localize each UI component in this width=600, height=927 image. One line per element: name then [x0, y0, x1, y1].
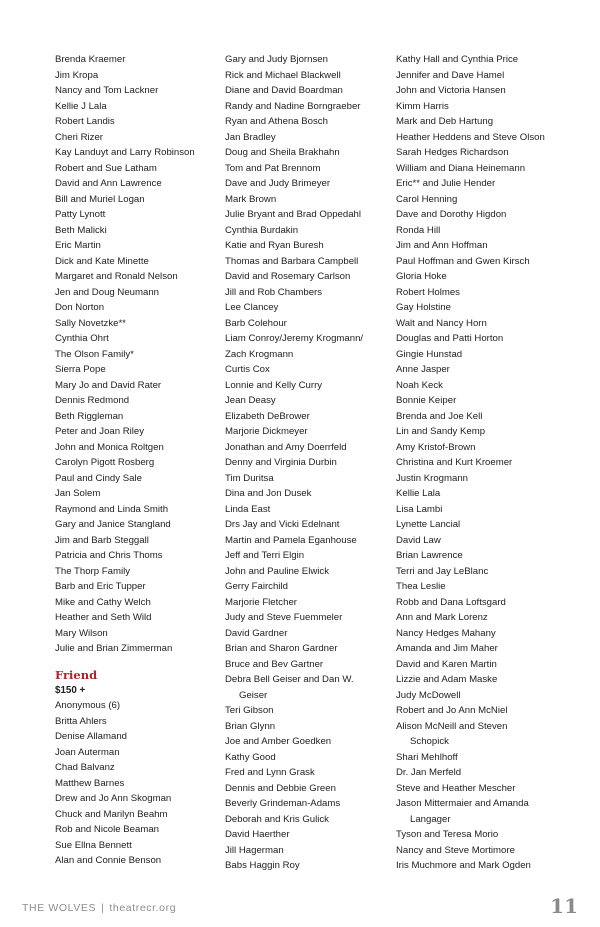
- donor-name: Paul Hoffman and Gwen Kirsch: [396, 255, 530, 267]
- donor-name: David and Karen Martin: [396, 658, 497, 670]
- donor-name: Joan Auterman: [55, 746, 120, 758]
- donor-name: Dina and Jon Dusek: [225, 488, 312, 499]
- donor-name: Britta Ahlers: [55, 715, 107, 727]
- donor-name: David and Rosemary Carlson: [225, 271, 351, 282]
- donor-name: Robert Landis: [55, 116, 115, 127]
- donor-name: Jim Kropa: [55, 69, 99, 81]
- donor-name: Liam Conroy/Jeremy Krogmann/: [225, 333, 364, 344]
- donor-column-3: [396, 52, 571, 874]
- footer-website: theatrecr.org: [109, 902, 177, 914]
- donor-name: Alison McNeill and Steven: [396, 720, 508, 732]
- donor-name: Beverly Grindeman-Adams: [225, 798, 341, 809]
- donor-name: Robert Holmes: [396, 286, 460, 298]
- donor-name: Jonathan and Amy Doerrfeld: [225, 441, 347, 453]
- donor-name: Kathy Good: [225, 751, 276, 763]
- donor-name: Heather Heddens and Steve Olson: [396, 131, 545, 143]
- donor-name: Marjorie Fletcher: [225, 596, 297, 608]
- donor-name: Paul and Cindy Sale: [55, 472, 142, 484]
- donor-name: Cynthia Ohrt: [55, 333, 109, 344]
- donor-name: Tim Duritsa: [225, 472, 274, 484]
- section-heading-friend: Friend: [55, 667, 98, 682]
- donor-name: Jim and Barb Steggall: [55, 534, 149, 546]
- donor-name: Eric** and Julie Hender: [396, 178, 496, 189]
- donor-name: David and Ann Lawrence: [55, 178, 162, 189]
- donor-name: Sarah Hedges Richardson: [396, 147, 509, 158]
- donor-name: John and Pauline Elwick: [225, 565, 329, 577]
- donor-name: Bruce and Bev Gartner: [225, 658, 324, 670]
- donor-name: Thea Leslie: [396, 581, 446, 592]
- donor-name: Linda East: [225, 503, 271, 515]
- donor-name: William and Diana Heinemann: [396, 162, 526, 174]
- page-number: 11: [550, 894, 578, 918]
- donor-name: David Haerther: [225, 829, 290, 840]
- footer-show-title: THE WOLVES: [22, 902, 97, 914]
- donor-name: Carol Henning: [396, 193, 458, 205]
- donor-name: Barb and Eric Tupper: [55, 581, 146, 592]
- donor-name: Katie and Ryan Buresh: [225, 240, 324, 251]
- donor-name: Jim and Ann Hoffman: [396, 240, 488, 251]
- donor-name: Jean Deasy: [225, 395, 276, 406]
- donor-name: Ronda Hill: [396, 224, 441, 236]
- donor-name: Gary and Judy Bjornsen: [225, 54, 328, 65]
- donor-name: Rob and Nicole Beaman: [55, 824, 159, 835]
- donor-name: Alan and Connie Benson: [55, 855, 162, 866]
- donor-name: Randy and Nadine Borngraeber: [225, 100, 361, 112]
- donor-name: Julie Bryant and Brad Oppedahl: [225, 209, 361, 220]
- donor-name: The Thorp Family: [55, 565, 130, 577]
- donor-name: Denise Allamand: [55, 731, 127, 742]
- donor-name: Amanda and Jim Maher: [396, 643, 498, 654]
- donor-name: Drs Jay and Vicki Edelnant: [225, 519, 340, 530]
- donor-name: Jan Bradley: [225, 131, 276, 143]
- donor-name: Jill and Rob Chambers: [225, 286, 323, 298]
- donor-name: Debra Bell Geiser and Dan W.: [225, 674, 354, 685]
- donor-name: Judy McDowell: [396, 689, 461, 701]
- donor-name: Tyson and Teresa Morio: [396, 829, 499, 840]
- donor-name: Shari Mehlhoff: [396, 751, 458, 763]
- donor-name: Patricia and Chris Thoms: [55, 550, 163, 561]
- footer-separator: |: [101, 902, 105, 914]
- donor-name: Chuck and Marilyn Beahm: [55, 808, 168, 820]
- donor-name: Anonymous (6): [55, 700, 121, 711]
- section-amount: $150 +: [55, 684, 86, 696]
- donor-name: Raymond and Linda Smith: [55, 503, 169, 515]
- donor-name: Teri Gibson: [225, 705, 274, 716]
- donor-name: Douglas and Patti Horton: [396, 333, 504, 344]
- donor-name: Joe and Amber Goedken: [225, 736, 332, 747]
- donor-name: Brenda Kraemer: [55, 54, 126, 65]
- donor-name: Christina and Kurt Kroemer: [396, 457, 513, 468]
- donor-name: Amy Kristof-Brown: [396, 441, 476, 453]
- donor-name: Brian and Sharon Gardner: [225, 643, 338, 654]
- donor-list: [225, 52, 390, 874]
- footer: [22, 902, 176, 914]
- donor-name: Brian Glynn: [225, 720, 276, 732]
- donor-name: Martin and Pamela Eganhouse: [225, 534, 357, 546]
- donor-name: Thomas and Barbara Campbell: [225, 255, 359, 267]
- donor-name: Bill and Muriel Logan: [55, 193, 145, 205]
- donor-name: Deborah and Kris Gulick: [225, 813, 329, 825]
- donor-name: Mary Jo and David Rater: [55, 379, 162, 391]
- donor-name: Marjorie Dickmeyer: [225, 426, 308, 437]
- donor-name: Sally Novetzke**: [55, 317, 126, 329]
- donor-name: Julie and Brian Zimmerman: [55, 643, 173, 654]
- donor-name: Fred and Lynn Grask: [225, 767, 315, 778]
- donor-name: Kellie Lala: [396, 488, 441, 499]
- donor-name: Peter and Joan Riley: [55, 426, 145, 437]
- donor-name: Dick and Kate Minette: [55, 255, 149, 267]
- donor-name: Jennifer and Dave Hamel: [396, 69, 505, 81]
- donor-name: Lonnie and Kelly Curry: [225, 379, 323, 391]
- donor-name: Mike and Cathy Welch: [55, 596, 151, 608]
- donor-name: Gay Holstine: [396, 302, 451, 313]
- donor-name: Jeff and Terri Elgin: [225, 550, 305, 561]
- donor-name: Steve and Heather Mescher: [396, 782, 516, 794]
- donor-name: David Gardner: [225, 627, 288, 639]
- donor-name: Lynette Lancial: [396, 519, 461, 530]
- donor-name: Babs Haggin Roy: [225, 860, 300, 871]
- donor-name: Nancy and Tom Lackner: [55, 85, 159, 96]
- donor-name: Gerry Fairchild: [225, 581, 288, 592]
- donor-name: Matthew Barnes: [55, 777, 125, 789]
- donor-name: Brian Lawrence: [396, 550, 463, 561]
- donor-name: Diane and David Boardman: [225, 85, 343, 96]
- donor-name: Geiser: [239, 689, 268, 701]
- donor-name: Jill Hagerman: [225, 844, 284, 856]
- donor-name: Drew and Jo Ann Skogman: [55, 793, 172, 804]
- donor-name: The Olson Family*: [55, 348, 134, 360]
- donor-name: Lisa Lambi: [396, 503, 443, 515]
- donor-name: Elizabeth DeBrower: [225, 410, 310, 422]
- donor-name: Jen and Doug Neumann: [55, 286, 160, 298]
- donor-name: Walt and Nancy Horn: [396, 317, 487, 329]
- donor-name: Mary Wilson: [55, 627, 108, 639]
- donor-name: Gloria Hoke: [396, 271, 447, 282]
- donor-list: [55, 52, 220, 657]
- donor-name: Dennis Redmond: [55, 395, 130, 406]
- donor-name: Dave and Dorothy Higdon: [396, 209, 507, 220]
- donor-name: Eric Martin: [55, 240, 101, 251]
- donor-name: Gingie Hunstad: [396, 348, 463, 360]
- donor-name: Doug and Sheila Brakhahn: [225, 147, 340, 158]
- donor-name: Noah Keck: [396, 379, 443, 391]
- donor-name: Carolyn Pigott Rosberg: [55, 457, 155, 468]
- donor-name: Denny and Virginia Durbin: [225, 457, 337, 468]
- donor-name: Barb Colehour: [225, 317, 287, 329]
- donor-name: Dennis and Debbie Green: [225, 782, 336, 794]
- donor-name: Brenda and Joe Kell: [396, 410, 483, 422]
- donor-name: Nancy and Steve Mortimore: [396, 844, 515, 856]
- donor-name: Sue Ellna Bennett: [55, 839, 132, 851]
- donor-name: Rick and Michael Blackwell: [225, 69, 341, 81]
- donor-name: Cheri Rizer: [55, 131, 103, 143]
- donor-name: Kathy Hall and Cynthia Price: [396, 54, 519, 65]
- donor-name: Curtis Cox: [225, 364, 270, 375]
- donor-name: Langager: [410, 813, 451, 825]
- donor-name: Bonnie Keiper: [396, 395, 457, 406]
- donor-name: Judy and Steve Fuemmeler: [225, 612, 343, 623]
- donor-column-2: [225, 52, 390, 874]
- donor-name: Zach Krogmann: [225, 348, 294, 360]
- donor-name: Chad Balvanz: [55, 762, 115, 773]
- donor-name: Mark Brown: [225, 193, 277, 205]
- donor-name: Jason Mittermaier and Amanda: [396, 798, 529, 809]
- donor-name: Terri and Jay LeBlanc: [396, 565, 489, 577]
- donor-name: Heather and Seth Wild: [55, 612, 152, 623]
- donor-name: Lizzie and Adam Maske: [396, 674, 498, 685]
- donor-name: Dr. Jan Merfeld: [396, 767, 462, 778]
- donor-name: Margaret and Ronald Nelson: [55, 271, 178, 282]
- donor-name: Robert and Jo Ann McNiel: [396, 705, 508, 716]
- donor-name: Don Norton: [55, 302, 105, 313]
- donor-name: Beth Malicki: [55, 224, 107, 236]
- donor-list: [396, 52, 571, 874]
- donor-name: Kay Landuyt and Larry Robinson: [55, 147, 195, 158]
- friend-donor-list: [55, 698, 220, 869]
- donor-name: Kellie J Lala: [55, 100, 107, 112]
- donor-name: Cynthia Burdakin: [225, 224, 299, 236]
- donor-name: Gary and Janice Stangland: [55, 519, 171, 530]
- donor-name: Iris Muchmore and Mark Ogden: [396, 860, 531, 871]
- donor-name: Justin Krogmann: [396, 472, 468, 484]
- donor-name: Ann and Mark Lorenz: [396, 612, 488, 623]
- donor-name: Dave and Judy Brimeyer: [225, 178, 331, 189]
- donor-column-1: [55, 52, 220, 869]
- donor-name: Lee Clancey: [225, 302, 279, 313]
- donor-name: Nancy Hedges Mahany: [396, 627, 496, 639]
- donor-name: Beth Riggleman: [55, 410, 124, 422]
- donor-name: Anne Jasper: [396, 364, 450, 375]
- donor-name: Schopick: [410, 736, 449, 747]
- donor-name: Kimm Harris: [396, 100, 449, 112]
- donor-name: Robert and Sue Latham: [55, 162, 157, 174]
- donor-name: Lin and Sandy Kemp: [396, 426, 486, 437]
- donor-name: John and Victoria Hansen: [396, 85, 506, 96]
- donor-name: John and Monica Roltgen: [55, 441, 164, 453]
- donor-name: David Law: [396, 534, 441, 546]
- donor-name: Sierra Pope: [55, 364, 106, 375]
- donor-name: Mark and Deb Hartung: [396, 116, 494, 127]
- donor-name: Jan Solem: [55, 488, 101, 499]
- donor-name: Patty Lynott: [55, 209, 106, 220]
- donor-name: Ryan and Athena Bosch: [225, 116, 328, 127]
- donor-name: Tom and Pat Brennom: [225, 162, 321, 174]
- donor-name: Robb and Dana Loftsgard: [396, 596, 506, 608]
